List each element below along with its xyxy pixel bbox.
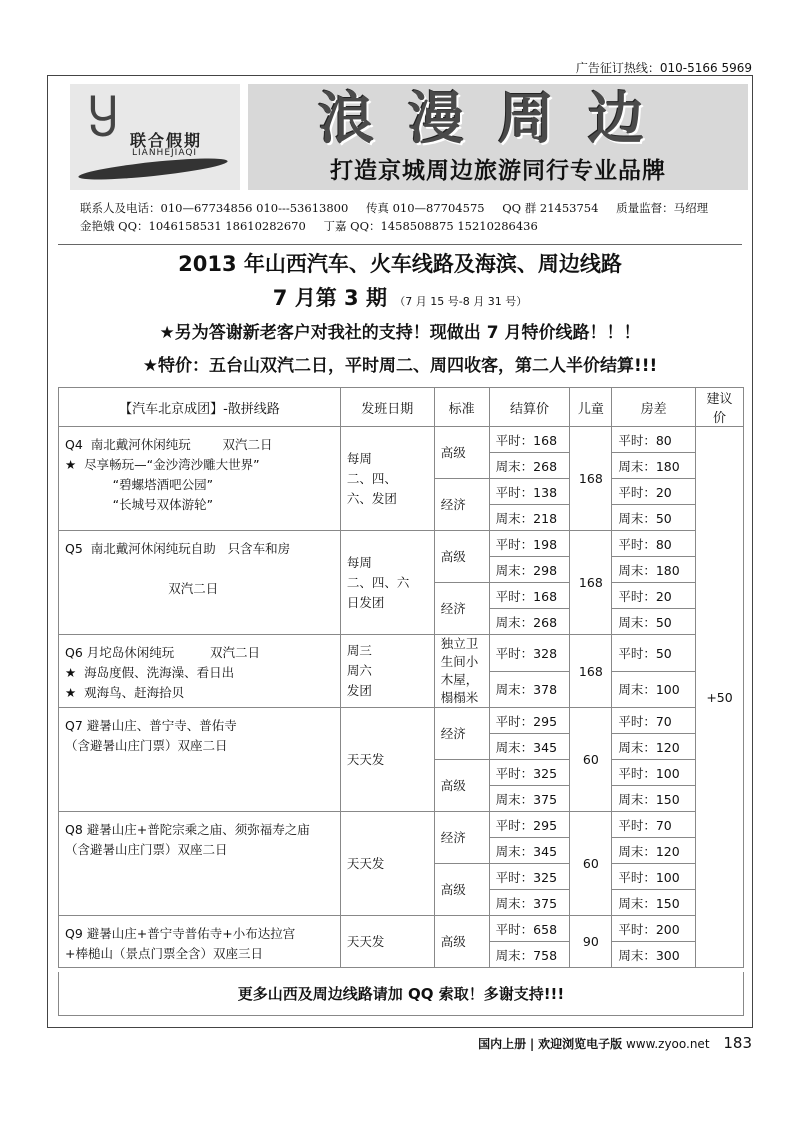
header (70, 84, 750, 194)
route-description: Q6 月坨岛休闲纯玩 双汽二日 ★ 海岛度假、洗海澡、看日出 ★ 观海鸟、赶海拾贝 (59, 635, 341, 708)
swoosh-icon (78, 154, 229, 184)
room-difference: 周末：150 (612, 786, 696, 812)
header-price: 结算价 (489, 388, 570, 427)
footer-welcome: 欢迎浏览电子版 (538, 1037, 623, 1051)
banner-slogan: 打造京城周边旅游同行专业品牌 (330, 158, 666, 184)
brand-name: 联合假期 (130, 131, 203, 150)
route-dates: 天天发 (340, 812, 434, 916)
settlement-price: 平时：328 (489, 635, 570, 672)
route-standard: 高级 (434, 531, 489, 583)
route-standard: 经济 (434, 812, 489, 864)
brand-pinyin: LIANHEJIAQI (132, 148, 198, 158)
route-dates: 每周 二、四、六 日发团 (340, 531, 434, 635)
suggested-price: +50 (696, 427, 744, 968)
table-row (59, 812, 744, 838)
route-dates: 周三 周六 发团 (340, 635, 434, 708)
route-standard: 经济 (434, 583, 489, 635)
table-row (59, 635, 744, 672)
page-title: 2013 年山西汽车、火车线路及海滨、周边线路 (178, 252, 622, 276)
route-description: Q7 避暑山庄、普宁寺、普佑寺 （含避暑山庄门票）双座二日 (59, 708, 341, 812)
banner-title: 浪漫周边 (318, 87, 678, 152)
settlement-price: 平时：138 (489, 479, 570, 505)
settlement-price: 周末：298 (489, 557, 570, 583)
child-price: 90 (570, 916, 612, 968)
banner (248, 84, 748, 190)
header-suggested: 建议价 (696, 388, 744, 427)
child-price: 168 (570, 635, 612, 708)
header-standard: 标准 (434, 388, 489, 427)
notice-deal: ★特价：五台山双汽二日，平时周二、周四收客，第二人半价结算!!! (142, 356, 658, 376)
room-difference: 周末：300 (612, 942, 696, 968)
settlement-price: 平时：325 (489, 864, 570, 890)
room-difference: 平时：100 (612, 864, 696, 890)
table-row (59, 531, 744, 557)
routes-table (58, 387, 744, 968)
issue-dates: （7 月 15 号-8 月 31 号） (394, 295, 528, 308)
settlement-price: 平时：295 (489, 812, 570, 838)
footer-note: 更多山西及周边线路请加 QQ 索取！多谢支持!!! (58, 972, 744, 1016)
settlement-price: 周末：345 (489, 734, 570, 760)
contact-person-2: 丁嘉 QQ：1458508875 15210286436 (323, 219, 538, 233)
contact-fax: 传真 010—87704575 (365, 201, 485, 215)
settlement-price: 周末：375 (489, 890, 570, 916)
table-header-row (59, 388, 744, 427)
route-dates: 每周 二、四、 六、发团 (340, 427, 434, 531)
room-difference: 周末：150 (612, 890, 696, 916)
child-price: 60 (570, 708, 612, 812)
room-difference: 平时：50 (612, 635, 696, 672)
child-price: 60 (570, 812, 612, 916)
header-room-diff: 房差 (612, 388, 696, 427)
route-standard: 高级 (434, 427, 489, 479)
contact-qq-group: QQ 群 21453754 (502, 201, 599, 215)
footer-separator: | (529, 1037, 535, 1051)
route-description: Q9 避暑山庄+普宁寺普佑寺+小布达拉宫 +棒槌山（景点门票全含）双座三日 (59, 916, 341, 968)
route-dates: 天天发 (340, 916, 434, 968)
room-difference: 平时：70 (612, 812, 696, 838)
room-difference: 平时：80 (612, 531, 696, 557)
settlement-price: 平时：168 (489, 583, 570, 609)
page-footer (478, 1034, 752, 1052)
room-difference: 周末：180 (612, 557, 696, 583)
header-child: 儿童 (570, 388, 612, 427)
room-difference: 平时：20 (612, 583, 696, 609)
routes-body (59, 427, 744, 968)
issue-label: 7 月第 3 期 (272, 286, 387, 310)
contact-line-1 (80, 200, 722, 216)
contact-phone: 联系人及电话：010—67734856 010---53613800 (80, 201, 349, 215)
settlement-price: 周末：218 (489, 505, 570, 531)
child-price: 168 (570, 427, 612, 531)
settlement-price: 周末：758 (489, 942, 570, 968)
room-difference: 周末：120 (612, 838, 696, 864)
route-standard: 高级 (434, 864, 489, 916)
room-difference: 周末：50 (612, 609, 696, 635)
page-number: 183 (723, 1034, 752, 1052)
route-standard: 高级 (434, 760, 489, 812)
route-dates: 天天发 (340, 708, 434, 812)
notice-special: ★另为答谢新老客户对我社的支持！现做出 7 月特价线路！！！ (159, 323, 641, 343)
room-difference: 周末：50 (612, 505, 696, 531)
table-row (59, 916, 744, 942)
divider (58, 244, 742, 245)
settlement-price: 平时：325 (489, 760, 570, 786)
issue-title (0, 282, 800, 312)
header-dates: 发班日期 (340, 388, 434, 427)
route-description: Q8 避暑山庄+普陀宗乘之庙、须弥福寿之庙 （含避暑山庄门票）双座二日 (59, 812, 341, 916)
route-standard: 经济 (434, 708, 489, 760)
ad-hotline: 广告征订热线：010-5166 5969 (575, 61, 752, 75)
route-standard: 高级 (434, 916, 489, 968)
room-difference: 平时：70 (612, 708, 696, 734)
settlement-price: 周末：375 (489, 786, 570, 812)
room-difference: 周末：180 (612, 453, 696, 479)
route-standard: 经济 (434, 479, 489, 531)
settlement-price: 平时：168 (489, 427, 570, 453)
route-description: Q4 南北戴河休闲纯玩 双汽二日 ★ 尽享畅玩—“金沙湾沙雕大世界” “碧螺塔酒吧公园” “长城号双体游轮” (59, 427, 341, 531)
settlement-price: 周末：268 (489, 609, 570, 635)
settlement-price: 平时：658 (489, 916, 570, 942)
person-logo-icon: Ⴘ (88, 92, 118, 148)
contact-line-2 (80, 218, 552, 234)
table-row (59, 427, 744, 453)
brand-logo (70, 84, 240, 190)
room-difference: 平时：80 (612, 427, 696, 453)
settlement-price: 周末：378 (489, 671, 570, 708)
child-price: 168 (570, 531, 612, 635)
room-difference: 平时：20 (612, 479, 696, 505)
route-standard: 独立卫 生间小 木屋， 榻榻米 (434, 635, 489, 708)
contact-supervisor: 质量监督：马绍理 (616, 201, 709, 215)
settlement-price: 平时：198 (489, 531, 570, 557)
header-route: 【汽车北京成团】-散拼线路 (59, 388, 341, 427)
contact-person-1: 金艳娥 QQ：1046158531 18610282670 (80, 219, 306, 233)
table-row (59, 708, 744, 734)
room-difference: 周末：120 (612, 734, 696, 760)
room-difference: 平时：200 (612, 916, 696, 942)
room-difference: 平时：100 (612, 760, 696, 786)
settlement-price: 平时：295 (489, 708, 570, 734)
footer-site-link[interactable]: www.zyoo.net (625, 1037, 710, 1051)
room-difference: 周末：100 (612, 671, 696, 708)
route-description: Q5 南北戴河休闲纯玩自助 只含车和房 双汽二日 (59, 531, 341, 635)
footer-section: 国内上册 (478, 1037, 527, 1051)
settlement-price: 周末：268 (489, 453, 570, 479)
settlement-price: 周末：345 (489, 838, 570, 864)
